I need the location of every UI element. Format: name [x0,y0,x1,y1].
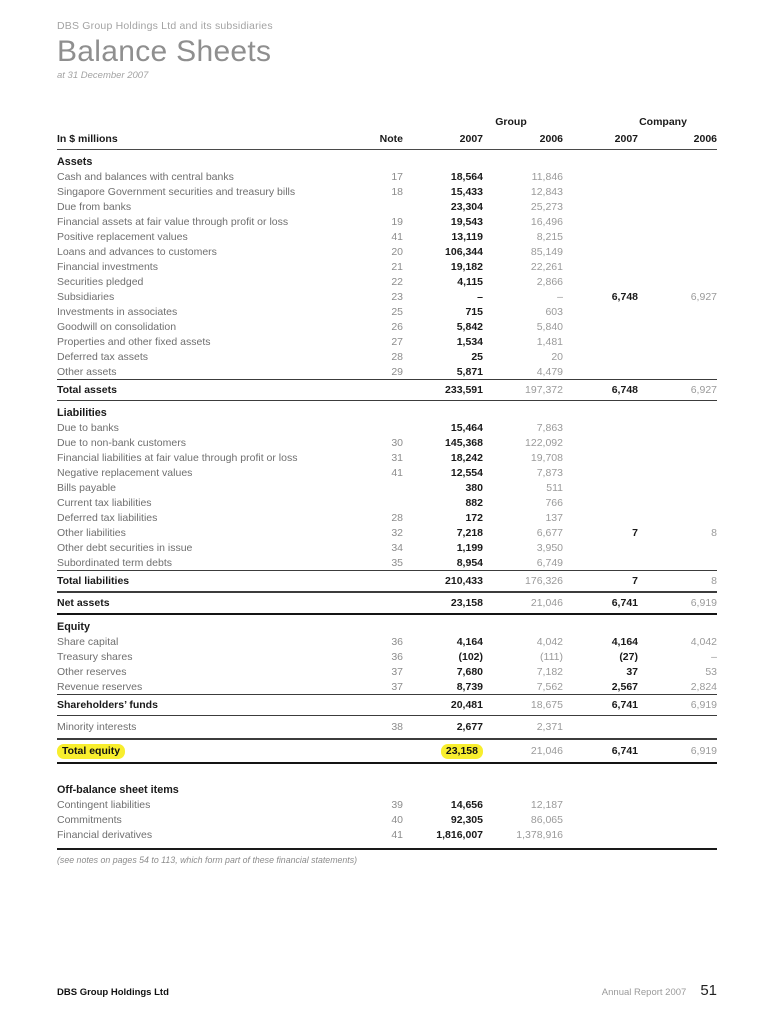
value-cell: 11,846 [531,170,563,183]
value-cell: 20 [551,350,563,363]
row-label: Current tax liabilities [57,496,152,509]
table-row [57,649,717,664]
note-cell: 26 [391,320,403,333]
value-cell: 8,215 [536,230,563,243]
value-cell: 715 [465,305,483,318]
row-label: Treasury shares [57,650,133,663]
company-column-header: Company [639,116,687,128]
table-row [57,797,717,812]
row-label: Equity [57,620,90,633]
row-label: Bills payable [57,481,116,494]
table-row [57,169,717,184]
table-row [57,540,717,555]
row-label: Other reserves [57,665,127,678]
note-cell: 21 [391,260,403,273]
value-cell: 3,950 [536,541,563,554]
value-cell: 14,656 [450,798,483,811]
value-cell: 85,149 [530,245,563,258]
group-2006-header: 2006 [539,133,563,145]
value-cell: 145,368 [445,436,483,449]
value-cell: 12,187 [530,798,563,811]
value-cell: – [711,650,717,663]
value-cell: 4,479 [536,365,563,378]
table-row [57,450,717,465]
note-column-header: Note [379,133,403,145]
group-2007-header: 2007 [459,133,483,145]
page-footer [57,982,717,999]
note-cell: 22 [391,275,403,288]
table-row [57,634,717,649]
row-label: Subsidiaries [57,290,115,303]
value-cell: 882 [465,496,483,509]
note-cell: 31 [391,451,403,464]
value-cell: 37 [626,665,638,678]
value-cell: 6,677 [536,526,563,539]
value-cell: 6,919 [690,597,717,609]
note-cell: 20 [391,245,403,258]
row-label: Assets [57,155,93,168]
value-cell: 15,433 [450,185,483,198]
value-cell: 2,677 [456,721,483,733]
note-cell: 39 [391,798,403,811]
row-label: Positive replacement values [57,230,188,243]
table-row [57,694,717,716]
value-cell: 511 [546,481,563,494]
row-label: Total liabilities [57,575,130,587]
table-row [57,420,717,435]
table-row [57,570,717,592]
company-subtitle: DBS Group Holdings Ltd and its subsidiaries [57,20,273,32]
row-label: Shareholders’ funds [57,699,158,711]
value-cell: 20,481 [450,699,483,711]
value-cell: 4,164 [456,635,483,648]
row-label: Goodwill on consolidation [57,320,177,333]
note-cell: 30 [391,436,403,449]
note-cell: 37 [391,665,403,678]
value-cell: 19,182 [450,260,483,273]
value-cell: 6,741 [611,699,638,711]
value-cell: 25 [471,350,483,363]
value-cell: 1,534 [456,335,483,348]
table-row [57,349,717,364]
value-cell: 1,816,007 [436,828,483,841]
value-cell: 2,371 [536,721,563,733]
row-label: Negative replacement values [57,466,193,479]
row-label: Securities pledged [57,275,144,288]
note-cell: 41 [391,466,403,479]
row-label: Financial investments [57,260,158,273]
row-label: Liabilities [57,406,107,419]
value-cell: 122,092 [525,436,563,449]
row-label: Subordinated term debts [57,556,172,569]
value-cell [403,745,483,757]
table-row [57,739,717,764]
value-cell: – [477,290,483,303]
table-row [57,289,717,304]
table-row [57,334,717,349]
note-cell: 35 [391,556,403,569]
value-cell: 8 [711,575,717,587]
company-2007-header: 2007 [614,133,638,145]
value-cell: 19,708 [530,451,563,464]
value-cell: 7,680 [456,665,483,678]
row-label: Loans and advances to customers [57,245,217,258]
unit-label: In $ millions [57,133,118,145]
table-row [57,319,717,334]
value-cell: 86,065 [530,813,563,826]
value-cell: 4,164 [611,635,638,648]
document-header [57,20,717,81]
value-cell: 18,242 [450,451,483,464]
row-label: Commitments [57,813,122,826]
value-cell: 8,739 [456,680,483,693]
value-cell: 15,464 [450,421,483,434]
value-cell: 23,304 [450,200,483,213]
note-cell: 36 [391,635,403,648]
value-cell: 16,496 [530,215,563,228]
value-cell: 210,433 [445,575,483,587]
value-cell: 172 [465,511,483,524]
row-label: Minority interests [57,721,137,733]
table-body [57,154,717,842]
column-header-row [57,129,717,150]
value-cell: 380 [465,481,483,494]
table-row [57,379,717,401]
note-cell: 28 [391,350,403,363]
footnote: (see notes on pages 54 to 113, which form part of these financial statements) [57,848,717,865]
value-cell: 12,554 [450,466,483,479]
value-cell: (111) [540,650,563,663]
value-cell: 2,567 [611,680,638,693]
row-label: Deferred tax liabilities [57,511,158,524]
group-column-header: Group [495,116,527,128]
value-cell: – [557,290,563,303]
value-cell: 19,543 [450,215,483,228]
row-label: Off-balance sheet items [57,783,179,796]
note-cell: 34 [391,541,403,554]
value-cell: 6,919 [690,745,717,757]
table-row [57,259,717,274]
highlight: 23,158 [441,744,483,759]
value-cell: 6,741 [611,597,638,609]
value-cell: 6,927 [690,384,717,396]
value-cell: 6,748 [611,384,638,396]
row-label: Other debt securities in issue [57,541,193,554]
row-label: Total assets [57,384,117,396]
value-cell: 7 [632,575,638,587]
date-line: at 31 December 2007 [57,70,149,81]
value-cell: 12,843 [530,185,563,198]
value-cell: 2,866 [536,275,563,288]
value-cell: 7 [632,526,638,539]
section-heading-row [57,154,717,169]
value-cell: 176,326 [525,575,563,587]
value-cell: 5,842 [456,320,483,333]
note-cell: 37 [391,680,403,693]
value-cell: 7,873 [536,466,563,479]
row-label: Net assets [57,597,110,609]
value-cell: 92,305 [450,813,483,826]
note-cell: 40 [391,813,403,826]
row-label: Properties and other fixed assets [57,335,211,348]
footer-company-name: DBS Group Holdings Ltd [57,987,169,998]
row-label: Revenue reserves [57,680,143,693]
row-label: Financial derivatives [57,828,153,841]
value-cell: 6,919 [690,699,717,711]
value-cell: 603 [545,305,563,318]
value-cell: 6,741 [611,745,638,757]
table-row [57,274,717,289]
table-row [57,480,717,495]
section-heading-row [57,405,717,420]
section-heading-row [57,782,717,797]
balance-sheet-table [57,115,717,865]
table-row [57,495,717,510]
value-cell: 106,344 [445,245,483,258]
table-row [57,304,717,319]
note-cell: 32 [391,526,403,539]
note-cell: 38 [391,721,403,733]
value-cell: 1,378,916 [516,828,563,841]
value-cell: 22,261 [530,260,563,273]
note-cell: 27 [391,335,403,348]
row-label: Share capital [57,635,119,648]
table-row [57,214,717,229]
value-cell: 1,199 [456,541,483,554]
note-cell: 18 [391,185,403,198]
value-cell: 7,562 [536,680,563,693]
table-row [57,555,717,570]
value-cell: (27) [619,650,638,663]
value-cell: 18,564 [450,170,483,183]
row-label: Deferred tax assets [57,350,149,363]
section-heading-row [57,619,717,634]
value-cell: 8,954 [456,556,483,569]
footer-report-title: Annual Report 2007 [601,987,687,998]
table-row [57,184,717,199]
row-label: Other assets [57,365,117,378]
value-cell: 7,218 [456,526,483,539]
value-cell: 4,115 [457,275,483,288]
value-cell: 197,372 [525,384,563,396]
value-cell: 6,748 [611,290,638,303]
table-row [57,679,717,694]
row-label: Due from banks [57,200,132,213]
table-row [57,510,717,525]
table-row [57,199,717,214]
value-cell: 13,119 [451,230,483,243]
value-cell: 766 [545,496,563,509]
table-row [57,664,717,679]
note-cell: 17 [391,170,403,183]
column-group-header-row [57,115,717,129]
value-cell: 5,840 [536,320,563,333]
row-label: Due to non-bank customers [57,436,186,449]
row-label: Other liabilities [57,526,126,539]
note-cell: 23 [391,290,403,303]
note-cell: 41 [391,828,403,841]
company-2006-header: 2006 [693,133,717,145]
value-cell: (102) [458,650,483,663]
value-cell: 21,046 [530,745,563,757]
value-cell: 6,927 [690,290,717,303]
value-cell: 6,749 [536,556,563,569]
row-label: Financial liabilities at fair value through profit or loss [57,451,298,464]
table-row [57,812,717,827]
table-row [57,229,717,244]
page-number: 51 [700,982,717,999]
page-title: Balance Sheets [57,35,272,68]
value-cell: 23,158 [450,597,483,609]
table-row [57,244,717,259]
value-cell: 7,863 [536,421,563,434]
value-cell: 53 [705,665,717,678]
table-row [57,465,717,480]
note-cell: 25 [391,305,403,318]
note-cell: 29 [391,365,403,378]
value-cell: 2,824 [690,680,717,693]
row-label: Cash and balances with central banks [57,170,234,183]
value-cell: 7,182 [536,665,563,678]
value-cell: 233,591 [445,384,483,396]
row-label: Investments in associates [57,305,178,318]
value-cell: 5,871 [456,365,483,378]
row-label: Due to banks [57,421,119,434]
table-row [57,716,717,739]
highlight: Total equity [57,744,125,759]
note-cell: 28 [391,511,403,524]
note-cell: 41 [391,230,403,243]
table-row [57,525,717,540]
table-row [57,592,717,615]
value-cell: 8 [711,526,717,539]
table-row [57,435,717,450]
note-cell: 36 [391,650,403,663]
note-cell: 19 [391,215,403,228]
table-row [57,364,717,379]
value-cell: 25,273 [530,200,563,213]
value-cell: 1,481 [536,335,563,348]
row-label: Financial assets at fair value through profit or loss [57,215,289,228]
value-cell: 4,042 [690,635,717,648]
value-cell: 4,042 [536,635,563,648]
value-cell: 21,046 [530,597,563,609]
table-row [57,827,717,842]
row-label: Contingent liabilities [57,798,151,811]
value-cell: 18,675 [530,699,563,711]
value-cell: 137 [545,511,563,524]
row-label: Singapore Government securities and treasury bills [57,185,296,198]
row-label [57,745,370,757]
